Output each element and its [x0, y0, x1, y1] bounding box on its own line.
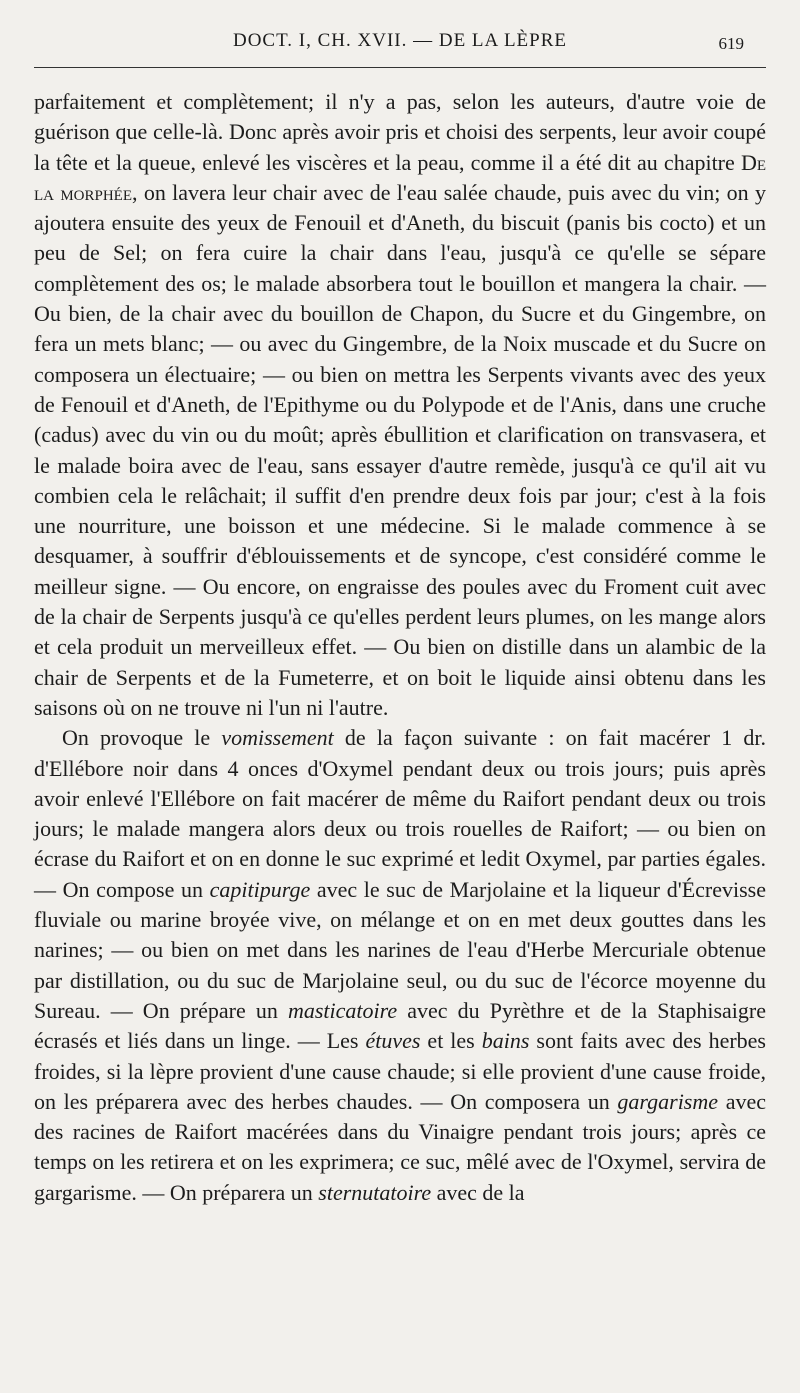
paragraph-1	[34, 87, 766, 723]
page-number: 619	[718, 34, 744, 53]
italic-term: bains	[481, 1028, 530, 1054]
text-run: On provoque le	[62, 725, 222, 751]
text-run: sont faits avec des herbes froides, si la lèpre provient d'une cause chaude; si elle provient d'une cause froide, on les préparera avec des herbes chaudes. — On composera un	[34, 1028, 766, 1114]
italic-term: sternutatoire	[318, 1179, 432, 1205]
text-run: , on lavera leur chair avec de l'eau salée chaude, puis avec du vin; on y ajoutera ensuite des yeux de Fenouil et d'Aneth, du biscuit (panis bis cocto) et un peu de Sel; on fera cuire la chair dans l'eau, jusqu'à ce qu'elle se sépare complètement des os; le malade absorbera tout le bouillon et mangera la chair. — Ou bien, de la chair avec du bouillon de Chapon, du Sucre et du Gingembre, on fera un mets blanc; — ou avec du Gingembre, de la Noix muscade et du Sucre on composera un électuaire; — ou bien on mettra les Serpents vivants avec des yeux de Fenouil et d'Aneth, de l'Epithyme ou du Polypode et de l'Anis, dans une cruche (cadus) avec du vin ou du moût; après ébullition et clarification on transvasera, et le malade boira avec de l'eau, sans essayer d'autre remède, jusqu'à ce qu'il ait vu combien cela le relâchait; il suffit d'en prendre deux fois par jour; c'est à la fois une nourriture, une boisson et une médecine. Si le malade commence à se desquamer, à souffrir d'éblouissements et de syncope, c'est considéré comme le meilleur signe. — Ou encore, on engraisse des poules avec du Froment cuit avec de la chair de Serpents jusqu'à ce qu'elles perdent leurs plumes, on les mange alors et cela produit un merveilleux effet. — Ou bien on distille dans un alambic de la chair de Serpents et de la Fumeterre, et on boit le liquide ainsi obtenu dans les saisons où on ne trouve ni l'un ni l'autre.	[34, 179, 767, 720]
text-run: avec du Pyrèthre et de la Staphisaigre écrasés et liés dans un linge. — Les	[34, 997, 766, 1054]
running-title: DOCT. I, CH. XVII. — DE LA LÈPRE	[232, 30, 568, 51]
italic-term: vomissement	[221, 725, 334, 751]
text-run: de la façon suivante : on fait macérer 1 dr. d'Ellébore noir dans 4 onces d'Oxymel pendant deux ou trois jours; puis après avoir enlevé l'Ellébore on fait macérer de même du Raifort pendant deux ou trois jours; le malade mangera alors deux ou trois rouelles de Raifort; — ou bien on écrase du Raifort et on en donne le suc exprimé et ledit Oxymel, par parties égales. — On compose un	[34, 725, 766, 902]
text-run: parfaitement et complètement; il n'y a pas, selon les auteurs, d'autre voie de guérison que celle-là. Donc après avoir pris et choisi des serpents, leur avoir coupé la tête et la queue, enlevé les viscères et la peau, comme il a été dit au chapitre	[34, 89, 766, 175]
body-text	[34, 87, 766, 1208]
header-rule	[34, 67, 766, 68]
italic-term: gargarisme	[617, 1088, 719, 1114]
italic-term: masticatoire	[287, 997, 398, 1023]
italic-term: étuves	[365, 1028, 421, 1054]
small-caps-reference: De la morphée	[34, 149, 766, 205]
running-head	[0, 28, 800, 58]
italic-term: capitipurge	[209, 876, 311, 902]
text-run: avec des racines de Raifort macérées dans du Vinaigre pendant trois jours; après ce temps on les retirera et on les exprimera; ce suc, mêlé avec de l'Oxymel, servira de gargarisme. — On préparera un	[34, 1088, 766, 1205]
text-run: et les	[420, 1028, 482, 1054]
paragraph-2	[34, 723, 766, 1208]
text-run: avec le suc de Marjolaine et la liqueur d'Écrevisse fluviale ou marine broyée vive, on mélange et on en met deux gouttes dans les narines; — ou bien on met dans les narines de l'eau d'Herbe Mercuriale obtenue par distillation, ou du suc de Marjolaine seul, ou du suc de l'écorce moyenne du Sureau. — On prépare un	[34, 876, 766, 1023]
text-run: avec de la	[431, 1179, 525, 1205]
